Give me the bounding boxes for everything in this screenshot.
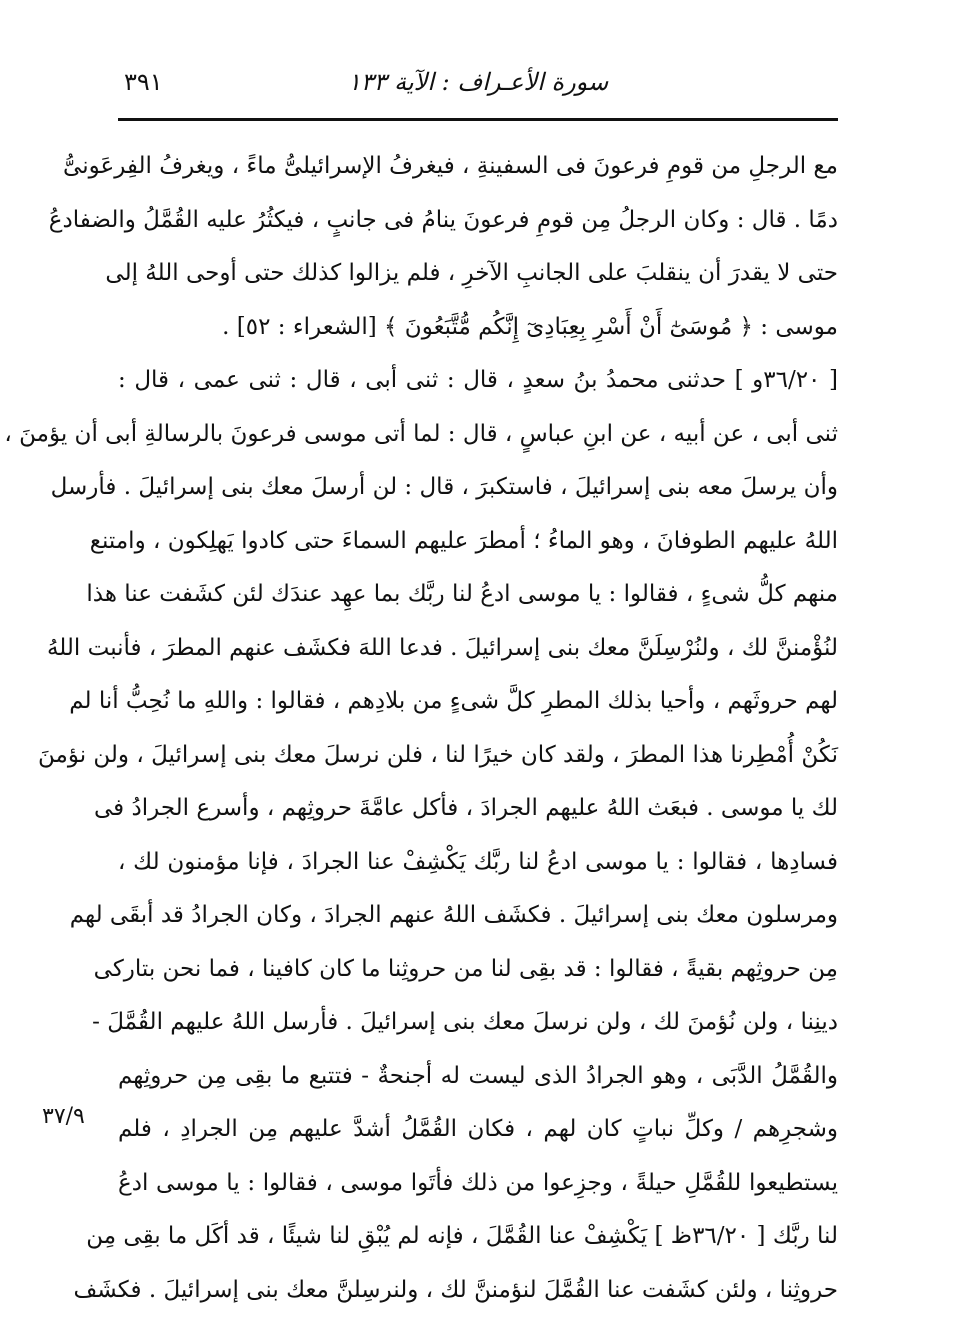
text-line-5: [ ٣٦/٢٠و ] حدثنى محمدُ بنُ سعدٍ ، قال : ثنى أبى ، قال : ثنى عمى ، قال : [118,367,838,393]
text-line-12: نَكُنْ أُمْطِرنا هذا المطرَ ، ولقد كان خيرًا لنا ، فلن نرسلَ معك بنى إسرائيلَ ، ولن نؤمنَ [37,741,838,768]
text-line-8: اللهُ عليهم الطوفانَ ، وهو الماءُ ؛ أمطرَ عليهم السماءَ حتى كادوا يَهلِكون ، وامتنع [89,527,838,554]
page-number: ٣٩١ [124,68,163,96]
text-line-16: مِن حروثِهم بقيةً ، فقالوا : قد بقِى لنا من حروثِنا ما كان كافينا ، فما نحن بتاركى [93,955,838,982]
text-line-4: موسى : ﴿ مُوسَىٰٓ أَنْ أَسْرِ بِعِبَادِىٓ إِنَّكُم مُّتَّبَعُونَ ﴾ [الشعراء : ٥٢] . [222,313,838,340]
text-line-21: لنا ربَّك [ ٣٦/٢٠ظ ] يَكْشِفْ عنا القُمَّلَ ، فإنه لم يُبْقِ لنا شيئًا ، قد أكَل ما بقِى مِن [86,1223,838,1249]
page-header [118,62,838,102]
text-line-11: لهم حروثَهم ، وأحيا بذلك المطرِ كلَّ شىءٍ من بلادِهم ، فقالوا : واللهِ ما نُحِبُّ أنا لم [69,688,838,714]
running-title: سورة الأعـراف : الآية ١٣٣ [347,68,609,96]
text-line-19: وشجرِهم / وكلِّ نباتٍ كان لهم ، فكان القُمَّلُ أشدَّ عليهم مِن الجرادِ ، فلم [118,1116,838,1142]
text-line-15: ومرسلون معك بنى إسرائيلَ . فكشَف اللهُ عنهم الجرادَ ، وكان الجرادُ قد أبقَى لهم [69,902,838,928]
text-line-14: فسادِها ، فقالوا : يا موسى ادعُ لنا ربَّك يَكْشِفْ عنا الجرادَ ، فإنا مؤمنون لك ، [118,848,838,875]
text-line-7: وأن يرسلَ معه بنى إسرائيلَ ، فاستكبرَ ، قال : لن أرسلَ معك بنى إسرائيلَ . فأرسل [50,474,838,500]
text-line-1: مع الرجلِ من قومِ فرعونَ فى السفينةِ ، فيغرفُ الإسرائيلىُّ ماءً ، ويغرفُ الفِرعَونىُّ [63,153,838,179]
text-line-22: حروثِنا ، ولئن كشَفت عنا القُمَّلَ لنؤمننَّ لك ، ولنرسِلنَّ معك بنى إسرائيلَ . فكشَف [73,1276,838,1303]
text-line-20: يستطيعوا للقُمَّلِ حيلةً ، وجزِعوا من ذلك فأتَوا موسى ، فقالوا : يا موسى ادعُ [118,1169,838,1196]
text-line-10: لنُؤْمننَّ لك ، ولنُرْسِلَنَّ معك بنى إسرائيلَ . فدعا اللهَ فكشَف عنهم المطرَ ، فأنبت اللهُ [46,634,838,661]
text-line-6: ثنى أبى ، عن أبيه ، عن ابنِ عباسٍ ، قال : لما أتى موسى فرعونَ بالرسالةِ أبى أن يؤمنَ ، [4,420,838,447]
text-line-13: لك يا موسى . فبعَث اللهُ عليهم الجرادَ ، فأكل عامَّةَ حروثِهم ، وأسرع الجرادُ فى [94,795,838,821]
text-line-2: دمًا . قال : وكان الرجلُ مِن قومِ فرعونَ ينامُ فى جانبٍ ، فيكثُرُ عليه القُمَّلُ والضفادعُ [48,206,838,233]
text-line-17: دينِنا ، ولن نُؤمنَ لك ، ولن نرسلَ معك بنى إسرائيلَ . فأرسل اللهُ عليهم القُمَّلَ - [92,1009,838,1035]
header-rule [118,118,838,121]
margin-reference: ٣٧/٩ [42,1104,85,1129]
text-line-9: منهم كلُّ شىءٍ ، فقالوا : يا موسى ادعُ لنا ربَّك بما عهِد عندَك لئن كشَفت عنا هذا [86,581,838,607]
text-line-3: حتى لا يقدرَ أن ينقلبَ على الجانبِ الآخرِ ، فلم يزالوا كذلك حتى أوحى اللهُ إلى [105,260,838,286]
text-line-18: والقُمَّلُ الدَّبَى ، وهو الجرادُ الذى ليست له أجنحةٌ - فتتبع ما بقِى مِن حروثِهم [118,1062,838,1089]
